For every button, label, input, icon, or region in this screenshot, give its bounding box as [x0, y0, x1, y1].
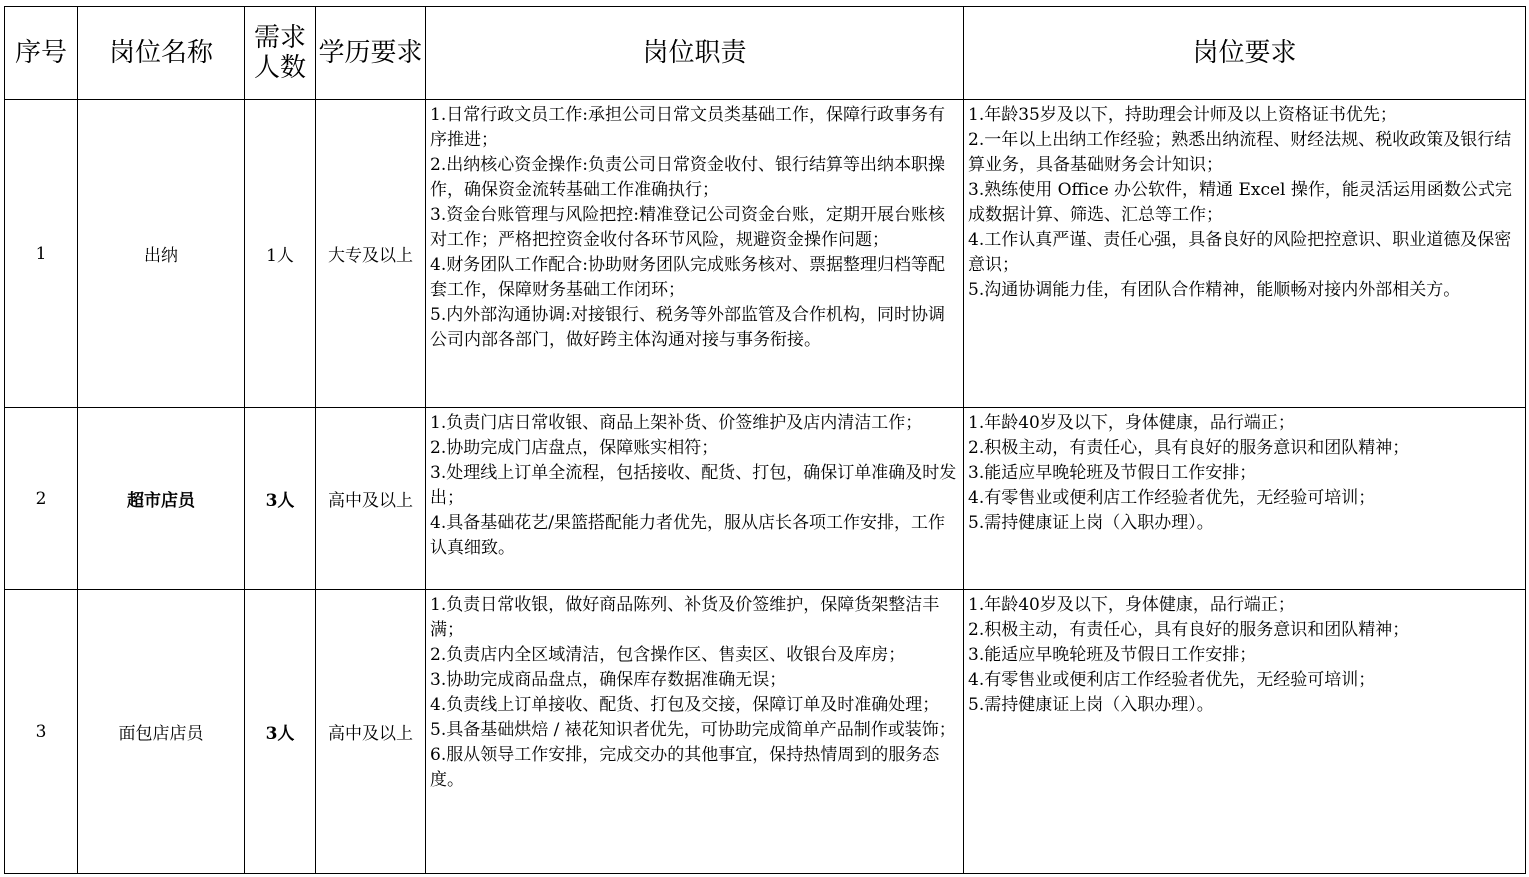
duty-item: 5.具备基础烘焙 / 裱花知识者优先，可协助完成简单产品制作或装饰；: [430, 720, 956, 740]
table-row: [5, 408, 1526, 590]
row-count: 3人: [245, 408, 316, 590]
duty-item: 3.协助完成商品盘点，确保库存数据准确无误；: [430, 670, 787, 690]
requirement-item: 5.沟通协调能力佳，有团队合作精神，能顺畅对接内外部相关方。: [968, 280, 1461, 300]
row-index: 3: [5, 590, 78, 874]
duty-item: 1.日常行政文员工作:承担公司日常文员类基础工作，保障行政事务有序推进；: [430, 105, 945, 150]
requirement-item: 2.积极主动，有责任心，具有良好的服务意识和团队精神；: [968, 620, 1410, 640]
row-position: 面包店店员: [78, 590, 245, 874]
duty-item: 3.资金台账管理与风险把控:精准登记公司资金台账，定期开展台账核对工作；严格把控资金收付各环节风险，规避资金操作问题；: [430, 205, 945, 250]
header-education: 学历要求: [316, 7, 426, 100]
requirement-item: 2.一年以上出纳工作经验；熟悉出纳流程、财经法规、税收政策及银行结算业务，具备基础财务会计知识；: [968, 130, 1512, 175]
header-duties: 岗位职责: [426, 7, 964, 100]
duty-item: 2.负责店内全区域清洁，包含操作区、售卖区、收银台及库房；: [430, 645, 906, 665]
header-index: 序号: [5, 7, 78, 100]
table-row: [5, 100, 1526, 408]
requirement-item: 3.能适应早晚轮班及节假日工作安排；: [968, 645, 1257, 665]
row-index: 2: [5, 408, 78, 590]
header-requirements: 岗位要求: [964, 7, 1526, 100]
row-duties: [426, 100, 964, 408]
row-position: 超市店员: [78, 408, 245, 590]
table-row: [5, 590, 1526, 874]
row-requirements: [964, 100, 1526, 408]
requirement-item: 1.年龄40岁及以下，身体健康，品行端正；: [968, 413, 1295, 433]
job-table: [4, 6, 1526, 874]
duty-item: 1.负责日常收银，做好商品陈列、补货及价签维护，保障货架整洁丰满；: [430, 595, 940, 640]
requirement-item: 4.有零售业或便利店工作经验者优先，无经验可培训；: [968, 670, 1376, 690]
duty-item: 1.负责门店日常收银、商品上架补货、价签维护及店内清洁工作；: [430, 413, 923, 433]
requirement-item: 1.年龄40岁及以下，身体健康，品行端正；: [968, 595, 1295, 615]
duty-item: 4.财务团队工作配合:协助财务团队完成账务核对、票据整理归档等配套工作，保障财务基础工作闭环；: [430, 255, 945, 300]
row-index: 1: [5, 100, 78, 408]
duty-item: 4.负责线上订单接收、配货、打包及交接，保障订单及时准确处理；: [430, 695, 940, 715]
requirement-item: 5.需持健康证上岗（入职办理）。: [968, 695, 1214, 715]
header-position: 岗位名称: [78, 7, 245, 100]
requirement-item: 5.需持健康证上岗（入职办理）。: [968, 513, 1214, 533]
requirement-item: 3.熟练使用 Office 办公软件，精通 Excel 操作，能灵活运用函数公式完成数据计算、筛选、汇总等工作；: [968, 180, 1512, 225]
requirement-item: 2.积极主动，有责任心，具有良好的服务意识和团队精神；: [968, 438, 1410, 458]
header-row: [5, 7, 1526, 100]
duty-item: 2.协助完成门店盘点，保障账实相符；: [430, 438, 719, 458]
duty-item: 2.出纳核心资金操作:负责公司日常资金收付、银行结算等出纳本职操作，确保资金流转基础工作准确执行；: [430, 155, 945, 200]
row-requirements: [964, 590, 1526, 874]
row-education: 高中及以上: [316, 408, 426, 590]
row-duties: [426, 590, 964, 874]
duty-item: 6.服从领导工作安排，完成交办的其他事宜，保持热情周到的服务态度。: [430, 745, 940, 790]
row-count: 1人: [245, 100, 316, 408]
requirement-item: 1.年龄35岁及以下，持助理会计师及以上资格证书优先；: [968, 105, 1397, 125]
header-count: 需求人数: [245, 7, 316, 100]
requirement-item: 4.工作认真严谨、责任心强，具备良好的风险把控意识、职业道德及保密意识；: [968, 230, 1512, 275]
row-count: 3人: [245, 590, 316, 874]
duty-item: 3.处理线上订单全流程，包括接收、配货、打包，确保订单准确及时发出；: [430, 463, 957, 508]
row-position: 出纳: [78, 100, 245, 408]
requirement-item: 3.能适应早晚轮班及节假日工作安排；: [968, 463, 1257, 483]
row-education: 大专及以上: [316, 100, 426, 408]
row-education: 高中及以上: [316, 590, 426, 874]
duty-item: 5.内外部沟通协调:对接银行、税务等外部监管及合作机构，同时协调公司内部各部门，做好跨主体沟通对接与事务衔接。: [430, 305, 945, 350]
duty-item: 4.具备基础花艺/果篮搭配能力者优先，服从店长各项工作安排，工作认真细致。: [430, 513, 945, 558]
row-duties: [426, 408, 964, 590]
row-requirements: [964, 408, 1526, 590]
requirement-item: 4.有零售业或便利店工作经验者优先，无经验可培训；: [968, 488, 1376, 508]
